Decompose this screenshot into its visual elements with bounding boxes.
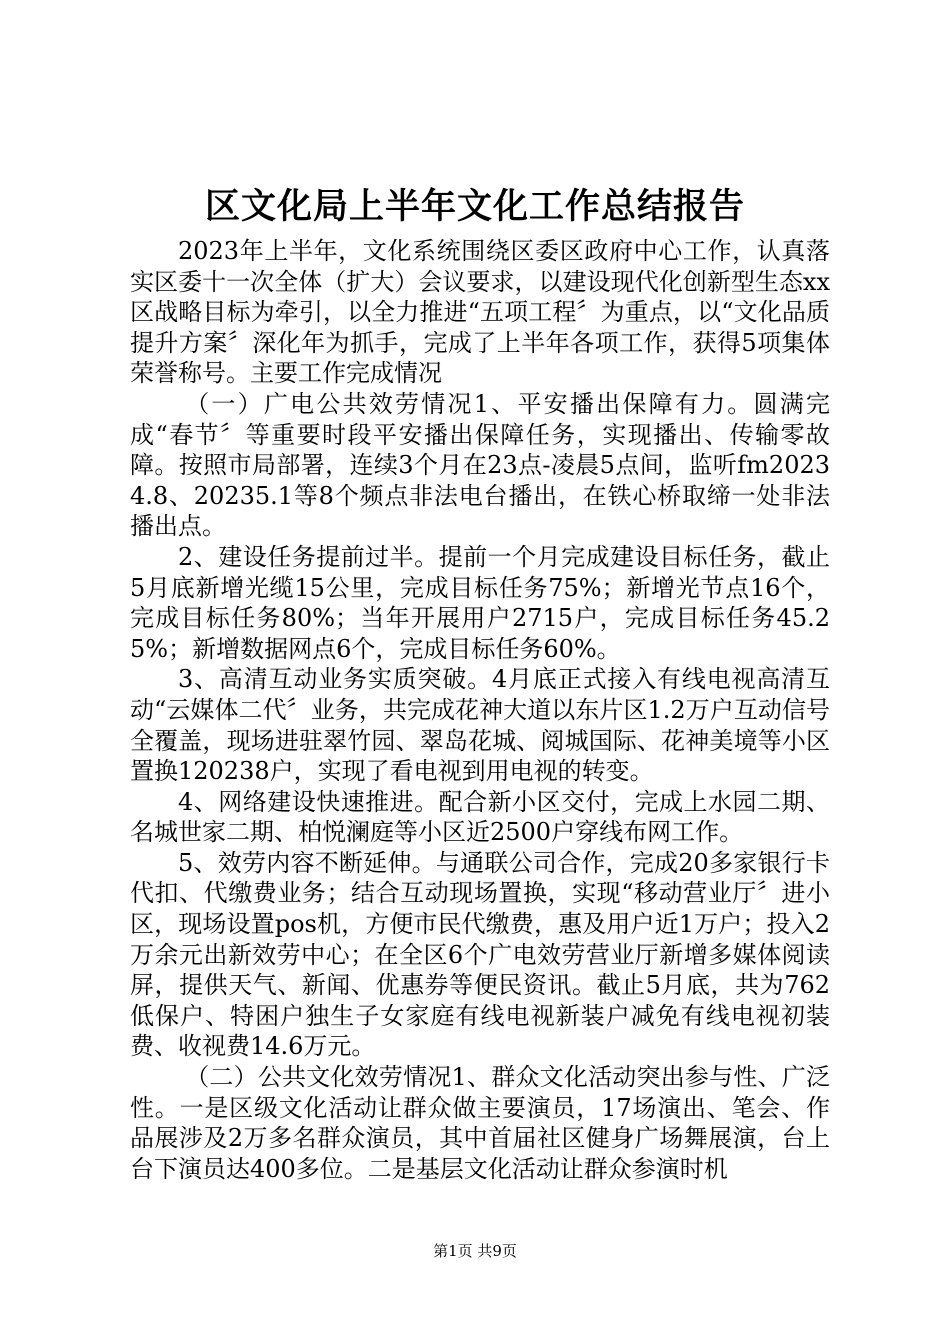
paragraph-section-1: （一）广电公共效劳情况1、平安播出保障有力。圆满完成“春节〞等重要时段平安播出保障任务，实现播出、传输零故障。按照市局部署，连续3个月在23点-凌晨5点间，监听fm20234.8、20235.1等8个频点非法电台播出，在铁心桥取缔一处非法播出点。	[130, 389, 830, 541]
paragraph-section-2: （二）公共文化效劳情况1、群众文化活动突出参与性、广泛性。一是区级文化活动让群众做主要演员，17场演出、笔会、作品展涉及2万多名群众演员，其中首届社区健身广场舞展演，台上台下演员达400多位。二是基层文化活动让群众参演时机	[130, 1063, 830, 1183]
document-title: 区文化局上半年文化工作总结报告	[204, 187, 745, 227]
paragraph-item-3: 3、高清互动业务实质突破。4月底正式接入有线电视高清互动“云媒体二代〞业务，共完成花神大道以东片区1.2万户互动信号全覆盖，现场进驻翠竹园、翠岛花城、阅城国际、花神美境等小区置换120238户，实现了看电视到用电视的转变。	[130, 665, 830, 786]
page-footer: 第1页 共9页	[433, 1242, 517, 1260]
document-body	[130, 236, 830, 1184]
paragraph-intro: 2023年上半年，文化系统围绕区委区政府中心工作，认真落实区委十一次全体（扩大）会议要求，以建设现代化创新型生态xx区战略目标为牵引，以全力推进“五项工程〞为重点，以“文化品质提升方案〞深化年为抓手，完成了上半年各项工作，获得5项集体荣誉称号。主要工作完成情况	[130, 237, 830, 388]
paragraph-item-4: 4、网络建设快速推进。配合新小区交付，完成上水园二期、名城世家二期、柏悦澜庭等小区近2500户穿线布网工作。	[130, 787, 830, 847]
paragraph-item-2: 2、建设任务提前过半。提前一个月完成建设目标任务，截止5月底新增光缆15公里，完成目标任务75%；新增光节点16个，完成目标任务80%；当年开展用户2715户，完成目标任务45.25%；新增数据网点6个，完成目标任务60%。	[130, 542, 830, 663]
paragraph-item-5: 5、效劳内容不断延伸。与通联公司合作，完成20多家银行卡代扣、代缴费业务；结合互动现场置换，实现“移动营业厅〞进小区，现场设置pos机，方便市民代缴费，惠及用户近1万户；投入2万余元出新效劳中心；在全区6个广电效劳营业厅新增多媒体阅读屏，提供天气、新闻、优惠券等便民资讯。截止5月底，共为762低保户、特困户独生子女家庭有线电视新装户减免有线电视初装费、收视费14.6万元。	[130, 848, 830, 1061]
